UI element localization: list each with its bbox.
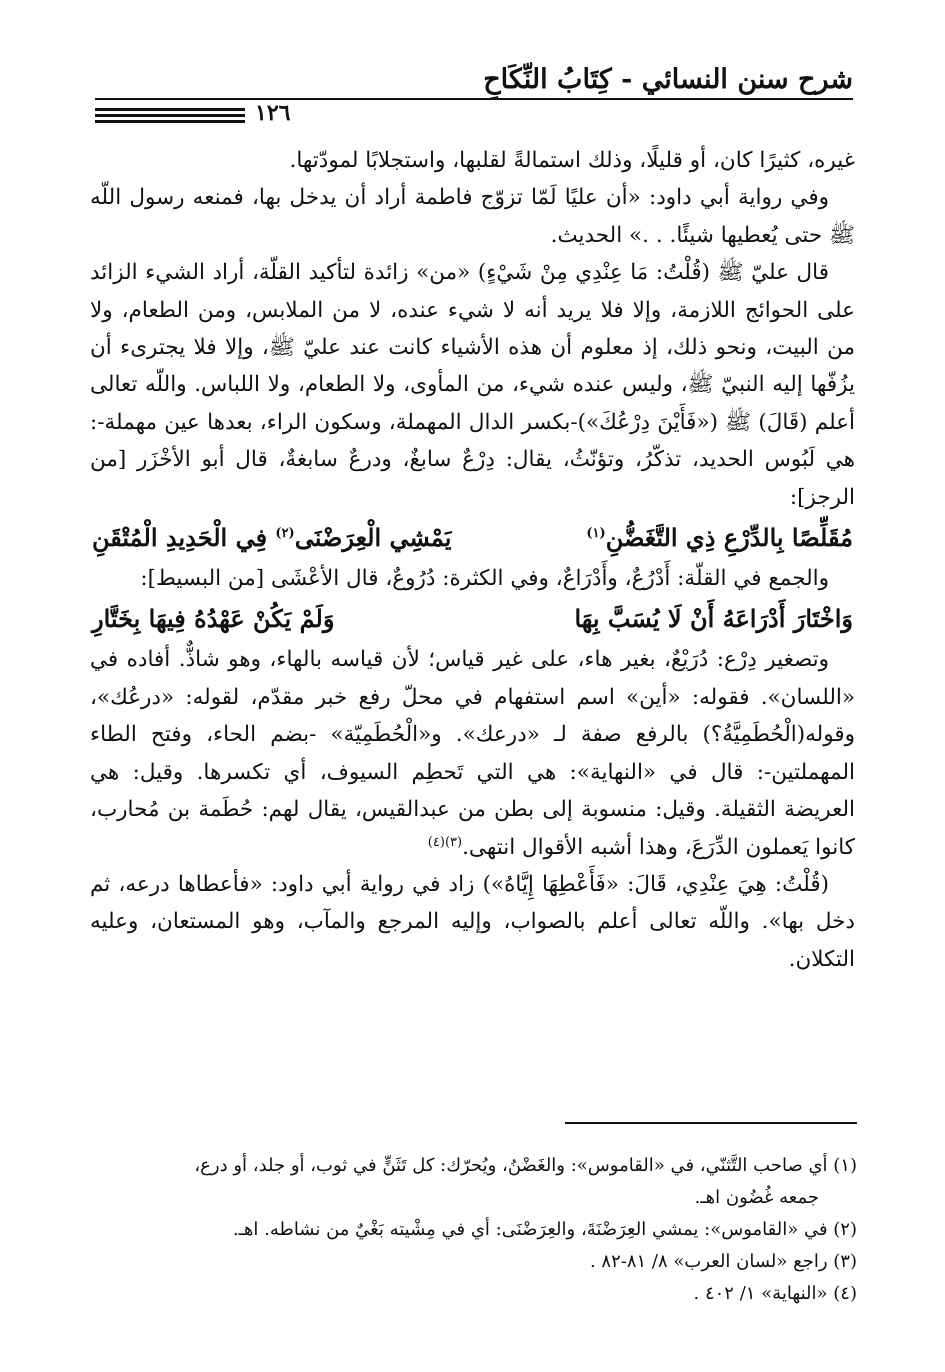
header-underline bbox=[95, 98, 853, 100]
paragraph-2: وفي رواية أبي داود: «أن عليًا لَمّا تزوّج فاطمة أراد أن يدخل بها، فمنعه رسول اللّه ﷺ حتى يُعطيها شيئًا. . .» الحديث. bbox=[90, 185, 855, 248]
footnote-marker-2: (٢) bbox=[275, 526, 295, 542]
paragraph-4: والجمع في القلّة: أَدْرُعٌ، وأَدْرَاعٌ، وفي الكثرة: دُرُوعٌ، قال الأعْشَى [من البسيط]: bbox=[140, 566, 829, 592]
verse-1-second-hemistich: يَمْشِي الْعِرَضْنَى$^{(٢)}$ فِي الْحَدِيدِ الْمُتْقَنِ bbox=[92, 523, 452, 553]
footnote-marker-3: (٣) bbox=[444, 834, 463, 850]
paragraph-5: وتصغير دِرْع: دُرَيْعٌ، بغير هاء، على غير قياس؛ لأن قياسه بالهاء، وهو شاذٌّ. أفاده في «اللسان». فقوله: «أين» اسم استفهام في محلّ رفع خبر مقدّم، لقوله: «درعُك»، وقوله(الْحُطَمِيَّةُ؟) بالرفع صفة لـ «درعك». و«الْحُطَمِيّة» -بضم الحاء، وفتح الطاء المهملتين-: قال في «النهاية»: هي التي تَحطِم السيوف، أي تكسرها. وقيل: هي العريضة الثقيلة. وقيل: منسوبة إلى بطن من عبدالقيس، يقال لهم: حُطَمة بن مُحارب، كانوا يَعملون الدِّرَعَ، وهذا أشبه الأقوال انتهى.$^{(٣)(٤)}$ bbox=[90, 647, 855, 860]
footnote-1: (١) أي صاحب التَّثنّي، في «القاموس»: والغَضْنُ، ويُحرّك: كل تَثَنٍّ في ثوب، أو جلد، أو درع، bbox=[194, 1155, 857, 1176]
main-text bbox=[90, 142, 855, 978]
paragraph-6: (قُلْتُ: هِيَ عِنْدِي، قَالَ: «فَأَعْطِهَا إِيَّاهُ») زاد في رواية أبي داود: «فأعطاها درعه، ثم دخل بها». واللّه تعالى أعلم بالصواب، وإليه المرجع والمآب، وهو المستعان، وعليه التكلان. bbox=[90, 871, 855, 972]
footnote-marker-1: (١) bbox=[586, 526, 606, 542]
paragraph-3: قال عليّ ﷺ (قُلْتُ: مَا عِنْدِي مِنْ شَيْءٍ) «من» زائدة لتأكيد القلّة، أراد الشيء الزائد على الحوائج اللازمة، وإلا فلا يريد أنه لا شيء عنده، لا من الملابس، ومن الطعام، ولا من البيت، ونحو ذلك، إذ معلوم أن هذه الأشياء كانت عند عليّ ﷺ، وإلا فلا يجترىء أن يزُفّها إليه النبيّ ﷺ، وليس عنده شيء، من المأوى، ولا الطعام، ولا اللباس. واللّه تعالى أعلم (قَالَ) ﷺ («فَأَيْنَ دِرْعُكَ»)-بكسر الدال المهملة، وسكون الراء، بعدها عين مهملة-: هي لَبُوس الحديد، تذكّرُ، وتؤنّثُ، يقال: دِرْعٌ سابغٌ، ودرعٌ سابغةٌ، قال أبو الأخْزَر [من الرجز]: bbox=[90, 260, 855, 510]
verse-2-first-hemistich: وَاخْتَارَ أَدْرَاعَهُ أَنْ لَا يُسَبَّ بِهَا bbox=[574, 604, 853, 634]
footnote-4: (٤) «النهاية» ١/ ٤٠٢ . bbox=[693, 1283, 857, 1304]
paragraph-1: غيره، كثيرًا كان، أو قليلًا، وذلك استمالةً لقلبها، واستجلابًا لمودّتها. bbox=[289, 148, 855, 173]
header-title: شرح سنن النسائي - كِتَابُ النِّكَاحِ bbox=[483, 64, 853, 95]
footnotes bbox=[95, 1150, 857, 1310]
running-header bbox=[95, 62, 853, 126]
footnote-2: (٢) في «القاموس»: يمشي العِرَضْنَةَ، والعِرَضْنَى: أي في مِشْيته بَغْيٌ من نشاطه. اهـ. bbox=[232, 1219, 857, 1240]
verse-line-1 bbox=[90, 516, 855, 560]
footnote-marker-4: (٤) bbox=[427, 834, 445, 850]
verse-2-second-hemistich: وَلَمْ يَكُنْ عَهْدُهُ فِيهَا بِخَتَّارِ bbox=[92, 604, 335, 634]
header-decorative-rule bbox=[95, 108, 245, 126]
page-number: ١٢٦ bbox=[255, 100, 291, 126]
footnote-1-continuation: جمعه غُضُون اهـ. bbox=[694, 1187, 819, 1208]
footnote-3: (٣) راجع «لسان العرب» ٨/ ٨١-٨٢ . bbox=[589, 1251, 857, 1272]
verse-1-first-hemistich: مُقَلِّصًا بِالدِّرْعِ ذِي التَّغَضُّنِ$^{(١)}$ bbox=[586, 523, 853, 553]
verse-line-2 bbox=[90, 597, 855, 641]
footnote-separator bbox=[565, 1122, 857, 1124]
